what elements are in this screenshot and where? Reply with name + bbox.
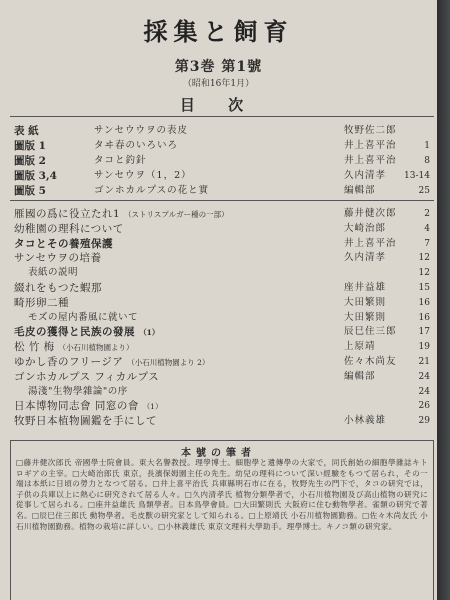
- toc-article-row: [14, 325, 434, 339]
- article-author: 大田繁則: [344, 296, 387, 308]
- article-title: 松 竹 梅 （小石川植物園より）: [14, 341, 134, 354]
- article-title: 表紙の説明: [28, 267, 79, 279]
- toc-heading: 目 次: [179, 96, 258, 114]
- plate-label: 圖版 3,4: [14, 170, 57, 182]
- article-title: ゴンホカルプス フィカルプス: [14, 370, 160, 383]
- article-page: 12: [418, 253, 430, 264]
- article-title: 日本博物同志會 同窓の會 （1）: [14, 400, 163, 413]
- article-page: 2: [424, 209, 430, 219]
- article-page: 12: [418, 268, 430, 279]
- article-title: 綴れをもつた蝦那: [14, 282, 102, 294]
- article-author: 小林義雄: [344, 415, 387, 427]
- plate-title: サンセウヲ（1，2）: [94, 170, 192, 181]
- article-title: 雁國の爲に役立たれ1 （ストリスプルガー種の一部）: [14, 208, 229, 220]
- magazine-title: 採集と飼育: [143, 17, 294, 46]
- authors-notes: □藤井健次郎氏 帝國學士院會員。東大名譽教授。理學博士。細胞學と遺傳學の大家で，同氏創始の細胞學雜誌キトロギアの主宰。□大崎治郎氏 東京，長濱保姆園主任の先生。幼兒の理科について深い經驗をもつて居られ，その一端は本紙に日頃の勞力となつて居る。□井上喜平治氏 兵庫縣明石市に在る，牧野先生の門下で，タコの研究では，子供の兵庫以上に熱心に研究されて居る人々。□久内清孝氏 植物分類學者で，小石川植物園及び高山植物の研究に從事して居られる。□座井益雄氏 鳥類學者。日本鳥學會員。□大田繁則氏 大阪府に住む動物學者。雀類の研究で著名。□辰巳住三郎氏 動物學者。毛皮獸の研究家として知られる。□上原靖氏 小石川植物園勤務。□佐々木尚友氏 小石川植物園勤務。植物の栽培に詳しい。□小林義雄氏 東京文理科大學助手。理學博士。キノコ類の研究家。: [16, 458, 428, 531]
- article-page: 24: [418, 371, 430, 382]
- authors-box-title: 本號の筆者: [181, 448, 256, 459]
- article-page: 29: [418, 416, 430, 427]
- plate-label: 圖版 2: [14, 155, 46, 167]
- article-author: 座井益雄: [344, 282, 387, 293]
- toc-plate-row: [14, 139, 434, 153]
- article-subtitle: （小石川植物園より）: [58, 343, 134, 353]
- article-page: 26: [418, 401, 430, 412]
- article-page: 4: [424, 223, 430, 234]
- plates-rule: [10, 200, 434, 201]
- toc-article-row: [14, 222, 434, 236]
- article-page: 7: [424, 238, 430, 249]
- toc-article-row: [14, 370, 434, 384]
- toc-plate-row: [14, 184, 434, 198]
- toc-article-row: [14, 414, 434, 428]
- plate-page: 1: [424, 141, 430, 151]
- toc-article-row: [14, 266, 434, 280]
- article-subtitle: （1）: [139, 328, 160, 338]
- article-title: ゆかし香のフリージア （小石川植物園より 2）: [14, 356, 210, 368]
- article-author: 編輯部: [344, 370, 376, 382]
- toc-article-row: [14, 399, 434, 413]
- plate-page: 25: [418, 186, 430, 196]
- article-title: サンセウヲの培養: [14, 252, 102, 265]
- toc-article-row: [14, 207, 434, 221]
- article-author: 久内清孝: [344, 252, 387, 264]
- plate-author: 井上喜平治: [344, 155, 397, 166]
- article-page: 24: [418, 386, 430, 397]
- toc-article-row: [14, 340, 434, 354]
- toc-plate-row: [14, 124, 434, 138]
- article-author: 大田繁則: [344, 311, 387, 323]
- toc-article-row: [14, 281, 434, 295]
- article-author: 佐々木尚友: [344, 356, 397, 367]
- plate-title: タコと釣針: [94, 155, 147, 166]
- plate-author: 牧野佐二郎: [344, 125, 397, 136]
- plate-label: 圖版 1: [14, 140, 46, 152]
- article-title: 湯淺"生物學雜論"の序: [28, 385, 128, 397]
- plate-title: タヰ春のいろいろ: [94, 140, 179, 151]
- toc-article-row: [14, 237, 434, 251]
- plate-label: 圖版 5: [14, 185, 46, 197]
- article-title: モズの屋内番風に就いて: [28, 311, 139, 323]
- article-page: 16: [418, 312, 430, 323]
- plate-author: 井上喜平治: [344, 140, 397, 151]
- article-title: 畸形卵二種: [14, 296, 69, 309]
- toc-article-row: [14, 296, 434, 310]
- article-title: 毛皮の獲得と民族の發展 （1）: [14, 326, 160, 339]
- toc-article-row: [14, 355, 434, 369]
- toc-article-row: [14, 385, 434, 399]
- plate-title: ゴンホカルプスの花と實: [94, 185, 210, 196]
- plate-page: 13-14: [404, 171, 430, 181]
- article-page: 21: [418, 357, 430, 367]
- top-rule: [10, 116, 434, 117]
- plate-author: 編輯部: [344, 185, 376, 196]
- toc-article-row: [14, 311, 434, 325]
- article-title: 幼稚園の理科について: [14, 222, 124, 235]
- article-author: 井上喜平治: [344, 237, 397, 249]
- article-subtitle: （1）: [142, 402, 163, 412]
- toc-article-row: [14, 251, 434, 265]
- plate-author: 久内清孝: [344, 170, 387, 181]
- article-author: 藤井健次郎: [344, 208, 397, 219]
- plate-page: 8: [424, 156, 430, 166]
- article-page: 17: [418, 327, 430, 338]
- article-subtitle: （小石川植物園より 2）: [127, 358, 210, 367]
- article-subtitle: （ストリスプルガー種の一部）: [124, 210, 229, 219]
- article-page: 15: [418, 283, 430, 293]
- volume-number: 第3巻 第1號: [174, 59, 263, 75]
- toc-plate-row: [14, 154, 434, 168]
- article-author: 上原靖: [344, 341, 376, 353]
- article-page: 16: [418, 297, 430, 308]
- plate-title: サンセウウヲの表皮: [94, 125, 189, 136]
- page-edge: [437, 0, 450, 600]
- plate-label: 表 紙: [14, 125, 39, 137]
- article-author: 辰巳住三郎: [344, 326, 397, 338]
- article-author: 大崎治郎: [344, 222, 387, 234]
- issue-date: （昭和16年1月）: [182, 79, 255, 89]
- article-title: タコとその養殖保護: [14, 237, 113, 250]
- toc-plate-row: [14, 169, 434, 183]
- article-title: 牧野日本植物圖鑑を手にして: [14, 415, 157, 428]
- article-page: 19: [418, 342, 430, 353]
